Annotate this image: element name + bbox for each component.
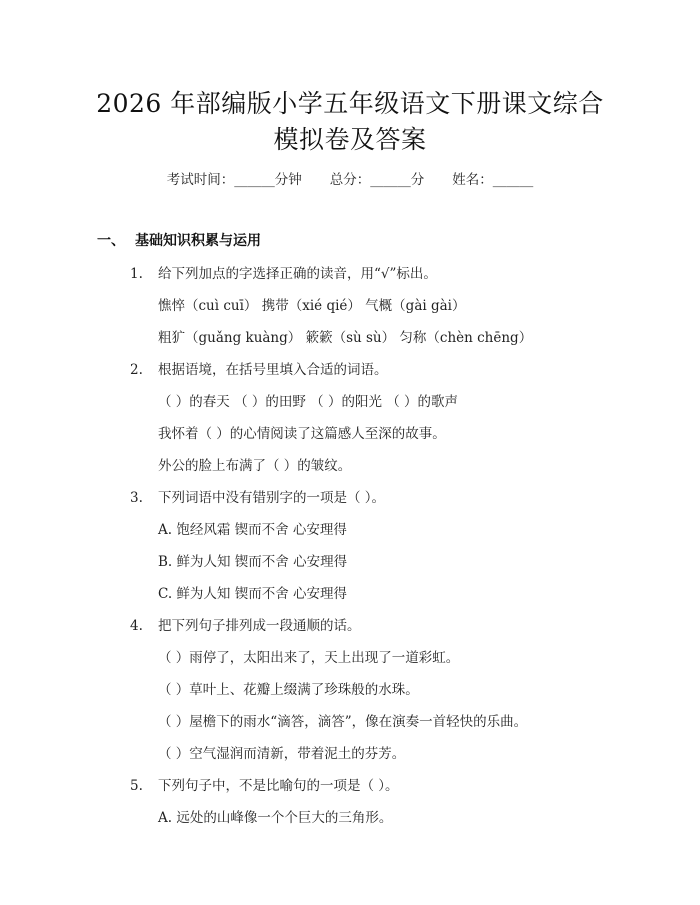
exam-meta <box>0 168 700 188</box>
question-option: B. 鲜为人知 锲而不舍 心安理得 <box>158 554 348 570</box>
question-line: 粗犷（guǎng kuàng） 簌簌（sù sù） 匀称（chèn chēng） <box>158 330 533 346</box>
question-number: 4. <box>130 618 143 634</box>
question-text: 下列词语中没有错别字的一项是（ ）。 <box>158 490 386 506</box>
question-line: （ ）雨停了，太阳出来了，天上出现了一道彩虹。 <box>158 650 460 666</box>
question-4 <box>130 614 361 634</box>
question-2 <box>130 358 388 378</box>
question-number: 1. <box>130 266 143 282</box>
question-text: 下列句子中，不是比喻句的一项是（ ）。 <box>158 778 399 794</box>
question-option: A. 远处的山峰像一个个巨大的三角形。 <box>158 810 393 826</box>
question-line: （ ）的春天 （ ）的田野 （ ）的阳光 （ ）的歌声 <box>158 394 459 410</box>
question-number: 2. <box>130 362 143 378</box>
question-line: 憔悴（cuì cuī） 携带（xié qié） 气概（gài gài） <box>158 298 466 314</box>
question-5 <box>130 774 399 794</box>
question-3 <box>130 486 385 506</box>
question-text: 把下列句子排列成一段通顺的话。 <box>158 618 361 634</box>
doc-title-line1: 2026 年部编版小学五年级语文下册课文综合 <box>96 89 604 118</box>
question-line: （ ）草叶上、花瓣上缀满了珍珠般的水珠。 <box>158 682 419 698</box>
question-number: 3. <box>130 490 143 506</box>
question-option: A. 饱经风霜 锲而不舍 心安理得 <box>158 522 347 538</box>
question-line: （ ）屋檐下的雨水“滴答，滴答”，像在演奏一首轻快的乐曲。 <box>158 714 528 730</box>
doc-title-line2: 模拟卷及答案 <box>273 125 427 154</box>
question-number: 5. <box>130 778 143 794</box>
section-heading <box>97 230 261 250</box>
question-option: C. 鲜为人知 锲而不舍 心安理得 <box>158 586 348 602</box>
question-1 <box>130 262 437 282</box>
question-text: 根据语境，在括号里填入合适的词语。 <box>158 362 388 378</box>
total-score: 总分：______分 <box>329 172 425 188</box>
question-text: 给下列加点的字选择正确的读音，用“√”标出。 <box>158 266 437 282</box>
section-title: 基础知识积累与运用 <box>135 233 261 249</box>
section-number: 一、 <box>97 233 125 249</box>
student-name: 姓名：______ <box>452 172 534 188</box>
exam-time: 考试时间：______分钟 <box>166 172 302 188</box>
question-line: 我怀着（ ）的心情阅读了这篇感人至深的故事。 <box>158 426 446 442</box>
question-line: 外公的脸上布满了（ ）的皱纹。 <box>158 458 352 474</box>
question-line: （ ）空气湿润而清新，带着泥土的芬芳。 <box>158 746 406 762</box>
